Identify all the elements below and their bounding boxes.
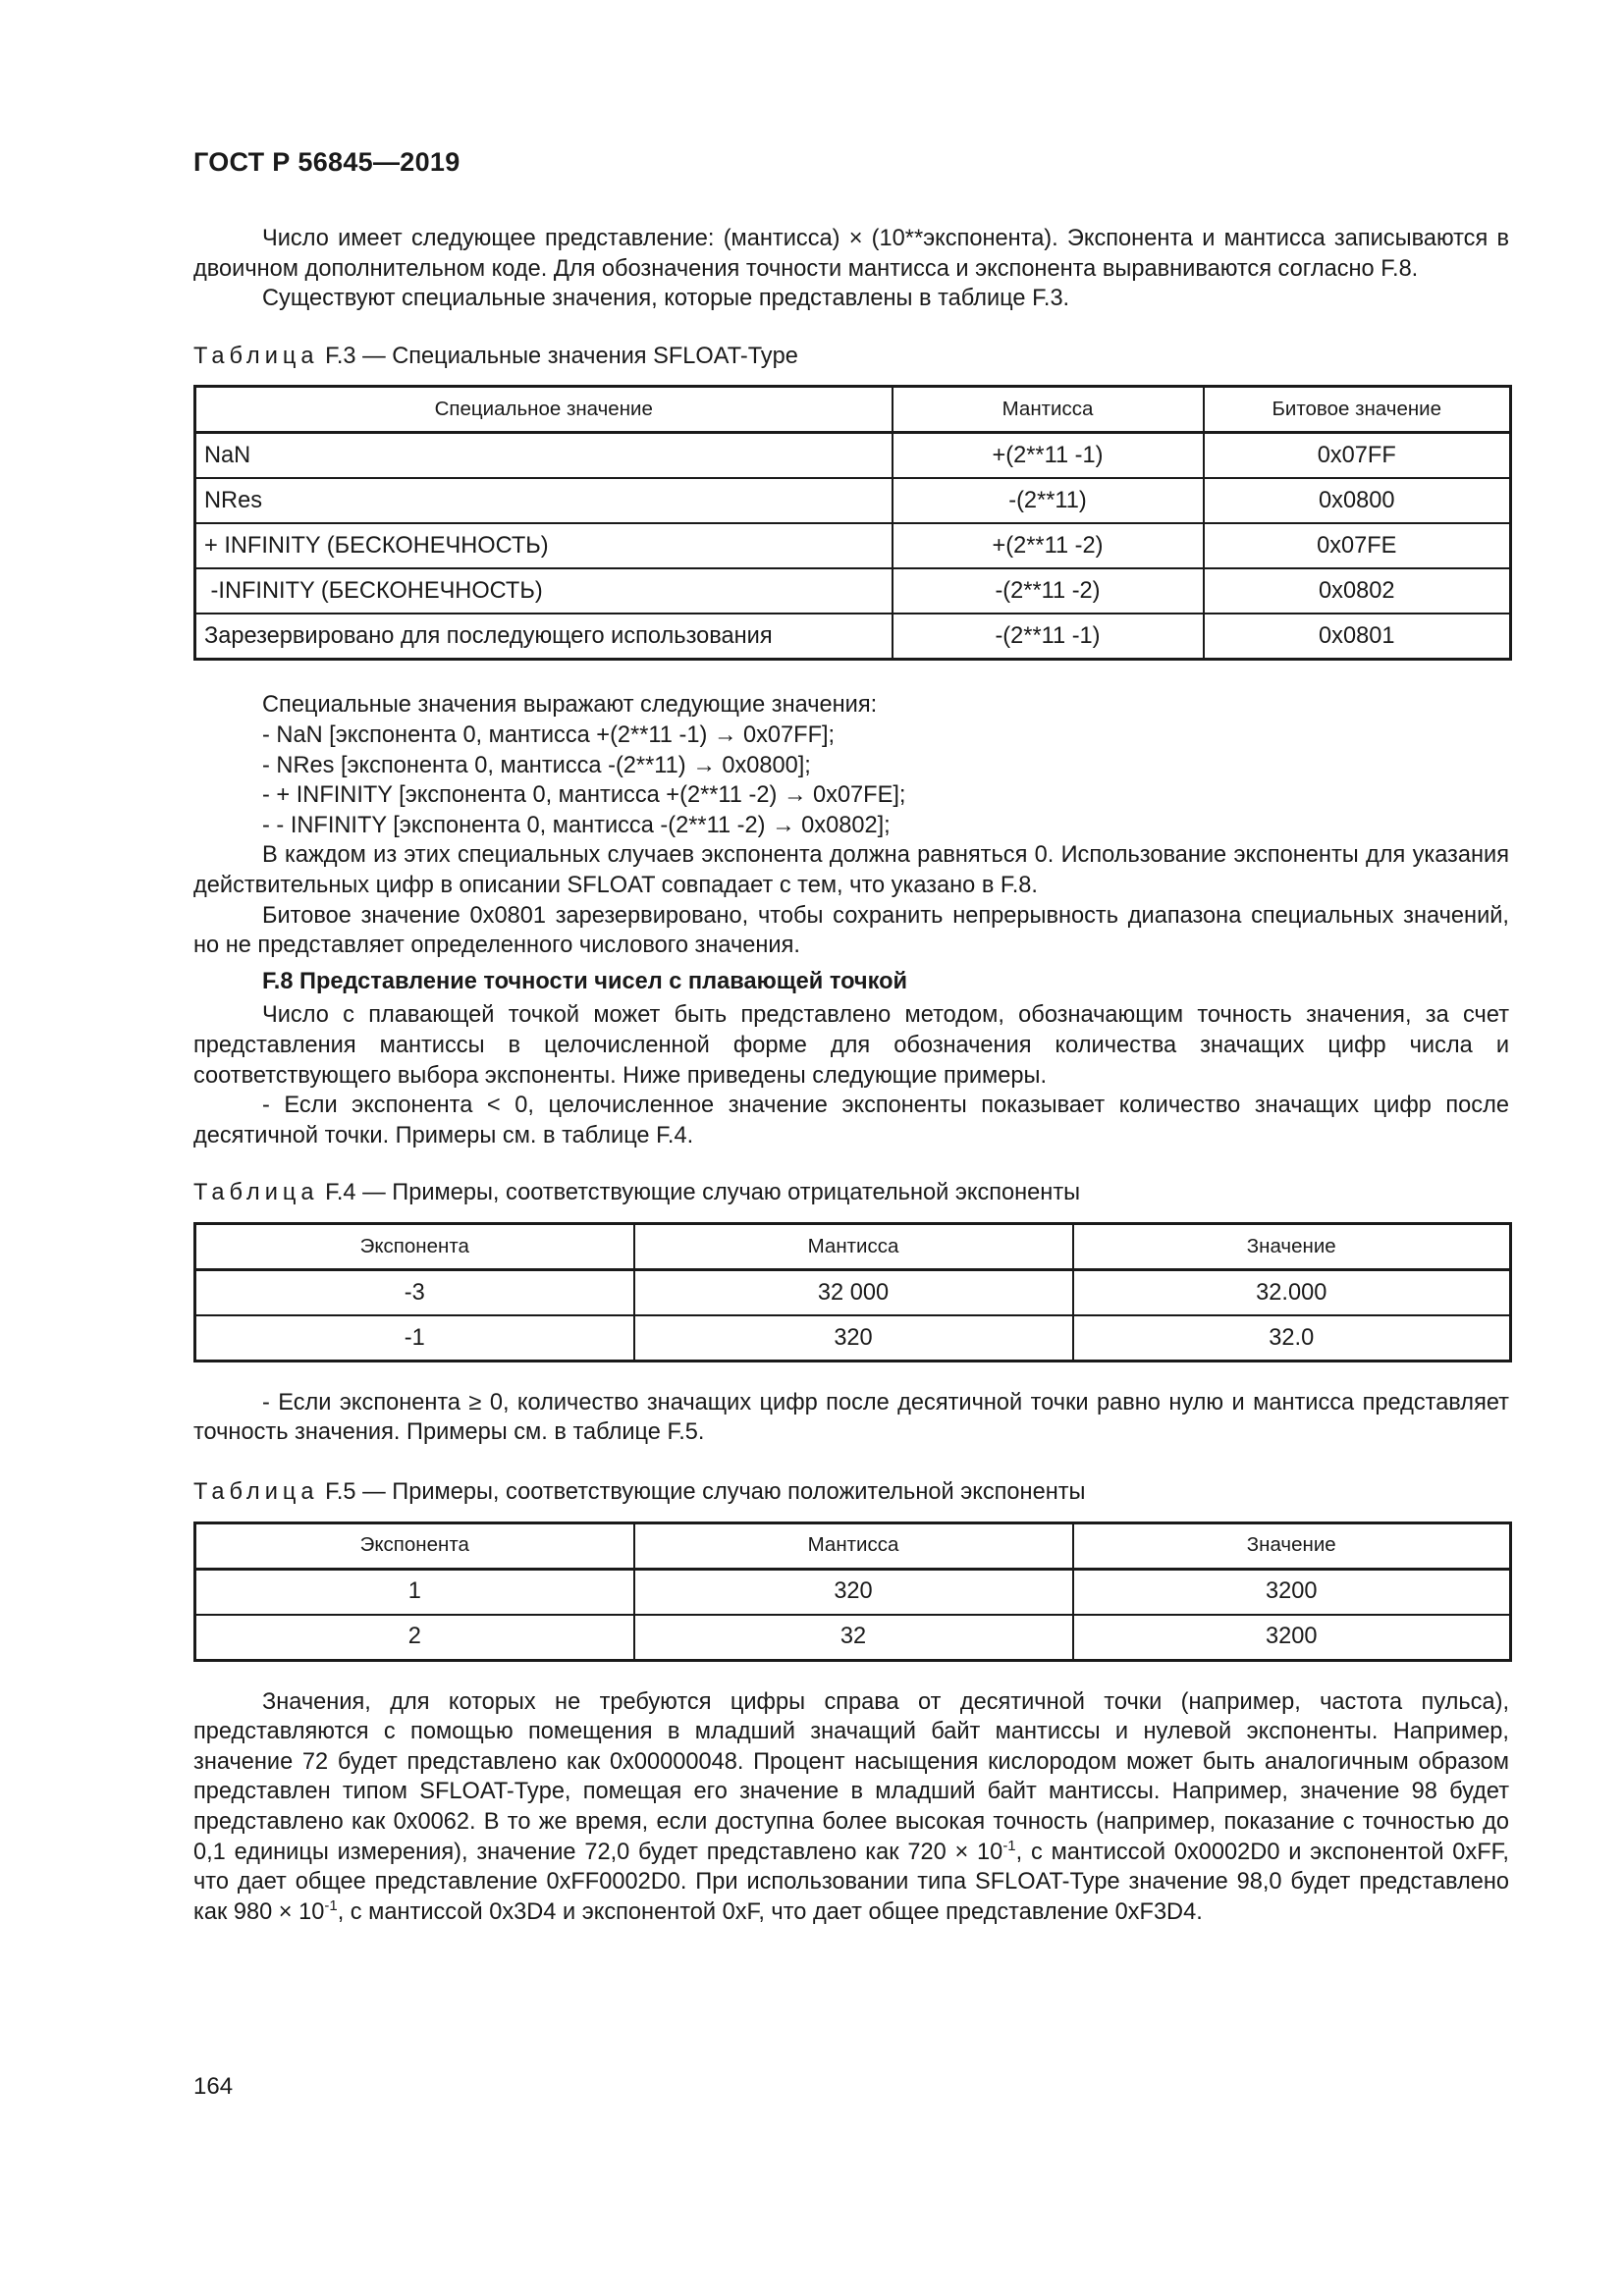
- table-f4-title: F.4 — Примеры, соответствующие случаю отрицательной экспоненты: [318, 1180, 1081, 1206]
- table-f5-label: Таблица: [193, 1479, 319, 1506]
- table-cell: + INFINITY (БЕСКОНЕЧНОСТЬ): [195, 523, 893, 568]
- final-text-part-1: Значения, для которых не требуются цифры справа от десятичной точки (например, частота пульса), представляются с помощью помещения в младший значащий байт мантиссы и нулевой экспоненты. Например, значение 72 будет представлено как 0x00000048. Процент насыщения кислородом может быть аналогичным образом представлен типом SFLOAT-Type, помещая его значение в младший байт мантиссы. Например, значение 98 будет представлено как 0x0062. В то же время, если доступна более высокая точность (например, показание с точностью до 0,1 единицы измерения), значение 72,0 будет представлено как 720 × 10: [193, 1688, 1509, 1865]
- table-cell: +(2**11 -1): [893, 433, 1204, 479]
- table-cell: -1: [195, 1315, 634, 1362]
- table-header-cell: Экспонента: [195, 1223, 634, 1269]
- table-cell: 1: [195, 1569, 634, 1615]
- table-cell: 3200: [1073, 1569, 1511, 1615]
- table-cell: +(2**11 -2): [893, 523, 1204, 568]
- page-number: 164: [193, 2073, 234, 2100]
- exponent-superscript: -1: [1002, 1837, 1016, 1854]
- reserved-bit-paragraph: Битовое значение 0x0801 зарезервировано, чтобы сохранить непрерывность диапазона специальных значений, но не представляет определенного числового значения.: [193, 902, 1509, 959]
- table-f5: [193, 1522, 1512, 1662]
- table-header-cell: Мантисса: [634, 1522, 1073, 1569]
- exponent-superscript: -1: [324, 1896, 338, 1914]
- table-cell: 0x07FF: [1204, 433, 1511, 479]
- table-cell: 32.0: [1073, 1315, 1511, 1362]
- table-cell: 320: [634, 1569, 1073, 1615]
- table-f3-caption: [193, 342, 1509, 372]
- final-text-part-3: , с мантиссой 0x3D4 и экспонентой 0xF, что дает общее представление 0xF3D4.: [337, 1898, 1203, 1925]
- table-cell: 2: [195, 1615, 634, 1661]
- table-f4-label: Таблица: [193, 1180, 319, 1206]
- table-cell: 0x0802: [1204, 568, 1511, 614]
- table-row: [195, 433, 1511, 479]
- table-header-cell: Мантисса: [893, 387, 1204, 433]
- page-content: [193, 224, 1509, 1927]
- table-row: [195, 1315, 1511, 1362]
- table-row: [195, 568, 1511, 614]
- table-cell: 0x0801: [1204, 614, 1511, 660]
- table-f5-title: F.5 — Примеры, соответствующие случаю положительной экспоненты: [318, 1479, 1086, 1506]
- table-row: [195, 614, 1511, 660]
- section-f8-paragraph-1: Число с плавающей точкой может быть представлено методом, обозначающим точность значения, за счет представления мантиссы в целочисленной форме для обозначения количества значащих цифр числа и соответствующего выбора экспоненты. Ниже приведены следующие примеры.: [193, 1002, 1509, 1089]
- list-item: - NRes [экспонента 0, мантисса -(2**11) → 0x0800];: [262, 752, 811, 778]
- table-header-cell: Специальное значение: [195, 387, 893, 433]
- table-header-row: [195, 1522, 1511, 1569]
- table-header-cell: Мантисса: [634, 1223, 1073, 1269]
- table-cell: -(2**11 -1): [893, 614, 1204, 660]
- table-header-cell: Экспонента: [195, 1522, 634, 1569]
- section-f8-paragraph-2: - Если экспонента < 0, целочисленное значение экспоненты показывает количество значащих цифр после десятичной точки. Примеры см. в таблице F.4.: [193, 1093, 1509, 1148]
- table-header-cell: Битовое значение: [1204, 387, 1511, 433]
- table-cell: 32: [634, 1615, 1073, 1661]
- table-row: [195, 1569, 1511, 1615]
- table-row: [195, 523, 1511, 568]
- table-f3-title: F.3 — Специальные значения SFLOAT-Type: [318, 343, 798, 369]
- table-header-row: [195, 1223, 1511, 1269]
- intro-paragraph-2: Существуют специальные значения, которые представлены в таблице F.3.: [262, 286, 1070, 312]
- table-cell: -INFINITY (БЕСКОНЕЧНОСТЬ): [195, 568, 893, 614]
- table-cell: 3200: [1073, 1615, 1511, 1661]
- table-cell: -3: [195, 1269, 634, 1315]
- positive-exponent-paragraph: - Если экспонента ≥ 0, количество значащих цифр после десятичной точки равно нулю и мантисса представляет точность значения. Примеры см. в таблице F.5.: [193, 1389, 1509, 1446]
- table-f5-caption: [193, 1477, 1509, 1508]
- list-item: - + INFINITY [экспонента 0, мантисса +(2**11 -2) → 0x07FE];: [262, 782, 906, 809]
- table-row: [195, 1615, 1511, 1661]
- table-cell: NaN: [195, 433, 893, 479]
- list-item: - - INFINITY [экспонента 0, мантисса -(2**11 -2) → 0x0802];: [262, 812, 891, 838]
- special-values-lead: Специальные значения выражают следующие значения:: [262, 692, 878, 719]
- table-row: [195, 478, 1511, 523]
- table-cell: 320: [634, 1315, 1073, 1362]
- table-row: [195, 1269, 1511, 1315]
- table-f4-caption: [193, 1178, 1509, 1208]
- table-cell: -(2**11): [893, 478, 1204, 523]
- table-f4: [193, 1222, 1512, 1362]
- table-cell: 32 000: [634, 1269, 1073, 1315]
- intro-paragraph-1: Число имеет следующее представление: (мантисса) × (10**экспонента). Экспонента и мантисса записываются в двоичном дополнительном коде. Для обозначения точности мантисса и экспонента выравниваются согласно F.8.: [193, 226, 1509, 282]
- table-cell: -(2**11 -2): [893, 568, 1204, 614]
- table-cell: 0x07FE: [1204, 523, 1511, 568]
- section-f8-heading: F.8 Представление точности чисел с плавающей точкой: [262, 968, 908, 994]
- table-f3-label: Таблица: [193, 343, 319, 369]
- table-cell: Зарезервировано для последующего использования: [195, 614, 893, 660]
- exponent-paragraph: В каждом из этих специальных случаев экспонента должна равняться 0. Использование экспоненты для указания действительных цифр в описании SFLOAT совпадает с тем, что указано в F.8.: [193, 842, 1509, 898]
- table-cell: 32.000: [1073, 1269, 1511, 1315]
- table-header-row: [195, 387, 1511, 433]
- table-cell: NRes: [195, 478, 893, 523]
- list-item: - NaN [экспонента 0, мантисса +(2**11 -1) → 0x07FF];: [262, 721, 836, 748]
- document-code-header: ГОСТ Р 56845—2019: [193, 147, 460, 177]
- table-header-cell: Значение: [1073, 1522, 1511, 1569]
- table-header-cell: Значение: [1073, 1223, 1511, 1269]
- final-text-part-2: , с мантиссой 0x0002D0 и экспонентой 0xFF, что дает общее представление 0xFF0002D0. При использовании типа SFLOAT-Type значение 98,0 будет представлено как 980 × 10: [193, 1839, 1509, 1925]
- table-cell: 0x0800: [1204, 478, 1511, 523]
- table-f3: [193, 385, 1512, 661]
- final-paragraph: [193, 1687, 1509, 1928]
